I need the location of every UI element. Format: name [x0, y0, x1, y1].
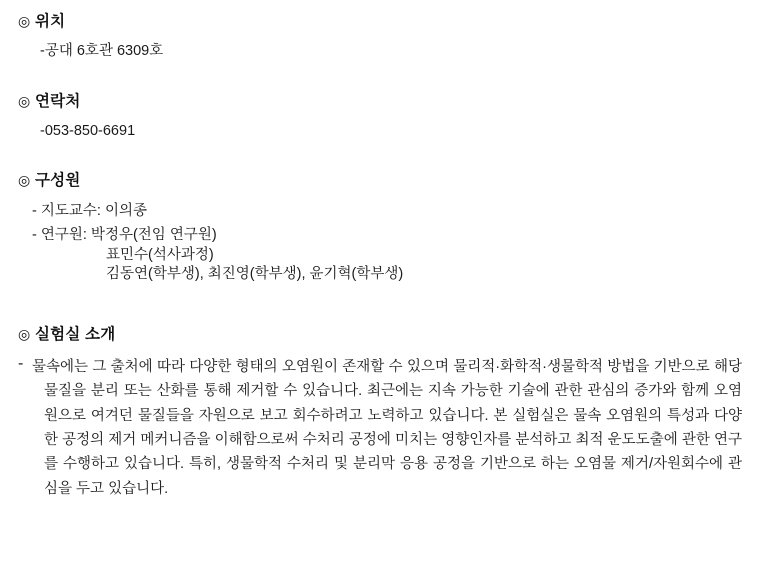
section-title-location: 위치 — [35, 13, 66, 30]
member-advisor: - 지도교수: 이의종 — [32, 202, 147, 219]
location-address: -공대 6호관 6309호 — [40, 43, 164, 60]
double-circle-icon: ◎ — [18, 172, 31, 189]
lab-intro-paragraph: 물속에는 그 출처에 따라 다양한 형태의 오염원이 존재할 수 있으며 물리적·화학적·생물학적 방법을 기반으로 해당 물질을 분리 또는 산화를 통해 제거할 수 있습니다. 최근에는 지속 가능한 기술에 관한 관심의 증가와 함께 오염원으로 여겨던 물질들을 자원으로 보고 회수하려고 노력하고 있습니다. 본 실험실은 물속 오염원의 특성과 다양한 공정의 제거 메커니즘을 이해함으로써 수처리 공정에 미치는 영향인자를 분석하고 최적 운도도출에 관한 연구를 수행하고 있습니다. 특히, 생물학적 수처리 및 분리막 응용 공정을 기반으로 하는 오염물 제거/자원회수에 관심을 두고 있습니다. — [32, 358, 742, 497]
section-title-contact: 연락처 — [35, 92, 81, 110]
section-heading-lab-intro — [18, 325, 746, 345]
section-heading-members — [18, 171, 746, 191]
member-researcher: - 연구원: 박정우(전임 연구원) — [32, 227, 217, 244]
section-lab-intro — [18, 325, 746, 501]
section-heading-location — [18, 12, 746, 32]
member-undergraduates: 김동연(학부생), 최진영(학부생), 윤기혁(학부생) — [106, 266, 404, 283]
dash-marker: - — [18, 354, 24, 372]
section-members — [18, 171, 746, 284]
lab-intro-paragraph-block — [18, 355, 746, 501]
section-contact — [18, 92, 746, 142]
double-circle-icon: ◎ — [18, 325, 31, 342]
contact-phone: -053-850-6691 — [40, 122, 136, 139]
double-circle-icon: ◎ — [18, 92, 31, 109]
section-heading-contact — [18, 92, 746, 112]
section-title-members: 구성원 — [35, 172, 81, 190]
section-title-lab-intro: 실험실 소개 — [35, 325, 116, 343]
section-location — [18, 12, 746, 62]
member-masters-student: 표민수(석사과정) — [106, 246, 214, 263]
double-circle-icon: ◎ — [18, 13, 31, 29]
